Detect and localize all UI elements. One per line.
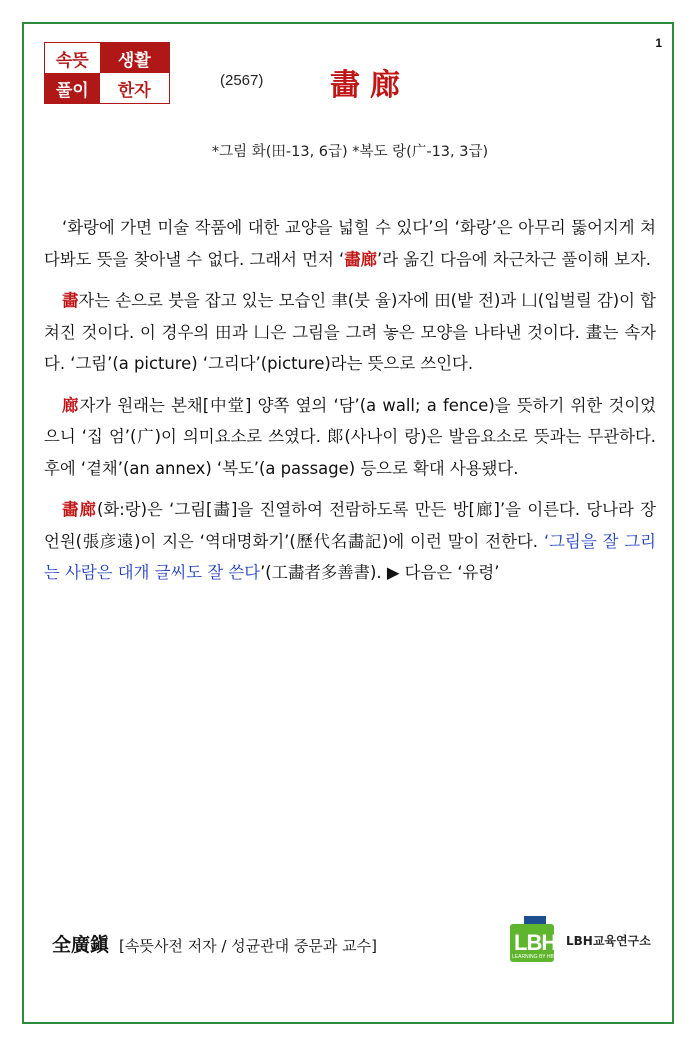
text-run: ’라 옮긴 다음에 차근차근 풀이해 보자. bbox=[377, 249, 651, 269]
page-number: 1 bbox=[655, 36, 662, 50]
character-info: *그림 화(田-13, 6급) *복도 랑(广-13, 3급) bbox=[211, 144, 489, 160]
paragraph bbox=[44, 212, 656, 275]
highlight-hanja: 畵廊 bbox=[62, 500, 98, 519]
logo bbox=[44, 42, 170, 104]
logo-text-1: 속뜻 bbox=[45, 43, 100, 73]
brand-mark-icon bbox=[510, 916, 560, 964]
article-body bbox=[44, 212, 656, 599]
author-name: 全廣鎭 bbox=[52, 934, 110, 956]
text-run: (화:랑)은 ‘그림[畵]을 진열하여 전람하도록 만든 방[廊]’을 이른다. 당나라 장언원(張彦遠)이 지은 ‘역대명화기’(歷代名畵記)에 이런 말이 전한다. bbox=[44, 500, 657, 551]
logo-text-2: 생활 bbox=[100, 43, 169, 73]
text-run: 자는 손으로 붓을 잡고 있는 모습인 聿(붓 율)자에 田(밭 전)과 凵(입벌릴 감)이 합쳐진 것이다. 이 경우의 田과 凵은 그림을 그려 놓은 모양을 나타낸 것이다. 畫는 속자다. ‘그림’(a picture) ‘그리다’(picture)라는 뜻으로 쓰인다. bbox=[44, 291, 657, 373]
paragraph bbox=[44, 390, 656, 485]
paragraph bbox=[44, 285, 656, 380]
brand-logo bbox=[510, 916, 651, 964]
text-run: 자가 원래는 본채[中堂] 양쪽 옆의 ‘담’(a wall; a fence)을 뜻하기 위한 것이었으니 ‘집 엄’(广)이 의미요소로 쓰였다. 郞(사나이 랑)은 발음요소로 뜻과는 무관하다. 후에 ‘곁채’(an annex) ‘복도’(a passage) 등으로 확대 사용됐다. bbox=[44, 395, 656, 478]
logo-text-3: 풀이 bbox=[45, 73, 100, 103]
highlight-hanja: 畵 bbox=[62, 291, 79, 310]
quote-text: ‘그림을 잘 그리는 사람은 대개 글씨도 잘 쓴다 bbox=[44, 531, 657, 582]
logo-text-4: 한자 bbox=[100, 73, 169, 103]
text-run: ’(工畵者多善書). ▶ 다음은 ‘유령’ bbox=[260, 563, 500, 582]
page-title: 畵廊 bbox=[330, 68, 410, 103]
brand-name: LBH교육연구소 bbox=[566, 933, 651, 948]
article-code: (2567) bbox=[220, 72, 264, 89]
paragraph bbox=[44, 494, 656, 589]
author-role: [속뜻사전 저자 / 성균관대 중문과 교수] bbox=[119, 937, 377, 955]
text-run: ‘화랑에 가면 미술 작품에 대한 교양을 넓힐 수 있다’의 ‘화랑’은 아무리 뚫어지게 쳐다봐도 뜻을 찾아낼 수 없다. 그래서 먼저 ‘ bbox=[44, 218, 656, 269]
brand-tag: LEARNING BY HBT bbox=[512, 954, 557, 960]
highlight-hanja: 廊 bbox=[62, 395, 80, 415]
highlight-hanja: 畵廊 bbox=[344, 249, 378, 269]
author-line bbox=[52, 930, 377, 957]
brand-mark-text: LBH bbox=[514, 930, 557, 955]
